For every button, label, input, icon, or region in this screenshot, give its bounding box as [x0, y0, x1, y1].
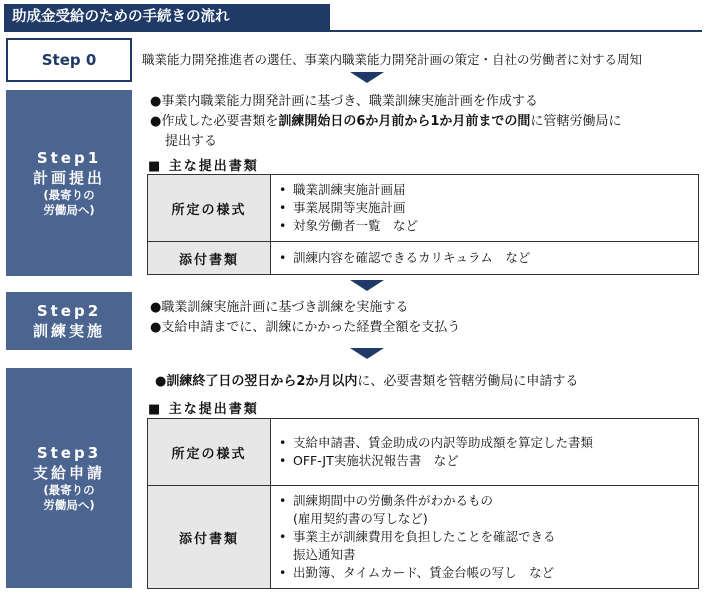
step3-row1-items [271, 419, 699, 486]
step1-docs-table [147, 174, 699, 275]
step1-title: Step1 [36, 149, 102, 167]
step1-row1-items [271, 175, 699, 242]
step1-bullet2-line2: 提出する [165, 134, 218, 149]
list-item: • 職業訓練実施計画届 [279, 182, 406, 197]
list-item: • OFF-JT実施状況報告書 など [279, 453, 459, 468]
step1-row2-items [271, 242, 699, 275]
step3-sub1: (最寄りの [43, 483, 95, 497]
step3-bullet-post: に、必要書類を管轄労働局に申請する [357, 374, 579, 389]
step2-title: Step2 [36, 302, 102, 320]
step3-section-label: ■ 主な提出書類 [148, 402, 259, 417]
step3-box [6, 368, 132, 588]
table-row [148, 242, 699, 275]
list-item: • 事業展開等実施計画 [279, 200, 406, 215]
list-item-continuation: 振込通知書 [293, 547, 356, 562]
step3-bullet-bold: 訓練終了日の翌日から2か月以内 [166, 374, 358, 389]
step0-text: 職業能力開発推進者の選任、事業内職業能力開発計画の策定・自社の労働者に対する周知 [142, 52, 643, 67]
list-item: • 事業主が訓練費用を負担したことを確認できる [279, 529, 556, 544]
arrow-down-icon [350, 348, 384, 359]
step1-title2: 計画提出 [32, 169, 105, 187]
step3-row2-label: 添付書類 [148, 486, 271, 589]
step0-box: Step 0 [6, 38, 132, 82]
step3-bullet: ●訓練終了日の翌日から2か月以内に、必要書類を管轄労働局に申請する [155, 374, 579, 389]
list-item: • 対象労働者一覧 など [279, 218, 419, 233]
step1-bullet2-pre: ●作成した必要書類を [150, 114, 279, 129]
list-item: • 訓練期間中の労働条件がわかるもの [279, 493, 494, 508]
step2-box [6, 292, 132, 350]
step1-section-label: ■ 主な提出書類 [148, 159, 259, 174]
step3-sub2: 労働局へ) [43, 498, 95, 512]
header-rule [4, 30, 702, 32]
step3-docs-table [147, 418, 699, 589]
step1-bullet1: ●事業内職業能力開発計画に基づき、職業訓練実施計画を作成する [150, 94, 538, 109]
step3-row2-items [271, 486, 699, 589]
step1-sub2: 労働局へ) [43, 203, 95, 217]
list-item-continuation: (雇用契約書の写しなど) [293, 511, 428, 526]
step2-title2: 訓練実施 [32, 322, 105, 340]
list-item: • 支給申請書、賃金助成の内訳等助成額を算定した書類 [279, 435, 594, 450]
step1-box [6, 90, 132, 276]
table-row [148, 175, 699, 242]
arrow-down-icon [350, 72, 384, 83]
step1-sub1: (最寄りの [43, 188, 95, 202]
table-row [148, 486, 699, 589]
step2-bullet1: ●職業訓練実施計画に基づき訓練を実施する [150, 300, 409, 315]
step1-row2-label: 添付書類 [148, 242, 271, 275]
step3-row1-label: 所定の様式 [148, 419, 271, 486]
page-title: 助成金受給のための手続きの流れ [4, 4, 330, 30]
table-row [148, 419, 699, 486]
step3-title2: 支給申請 [32, 464, 105, 482]
step3-title: Step3 [36, 444, 102, 462]
step1-bullet2-bold: 訓練開始日の6か月前から1か月前までの間 [278, 114, 531, 129]
list-item: • 出勤簿、タイムカード、賃金台帳の写し など [279, 565, 555, 580]
step1-bullet2-post: に管轄労働局に [530, 114, 622, 129]
list-item: • 訓練内容を確認できるカリキュラム など [279, 250, 531, 265]
step1-bullet2 [150, 112, 621, 131]
arrow-down-icon [350, 280, 384, 291]
step1-row1-label: 所定の様式 [148, 175, 271, 242]
step2-bullet2: ●支給申請までに、訓練にかかった経費全額を支払う [150, 320, 461, 335]
